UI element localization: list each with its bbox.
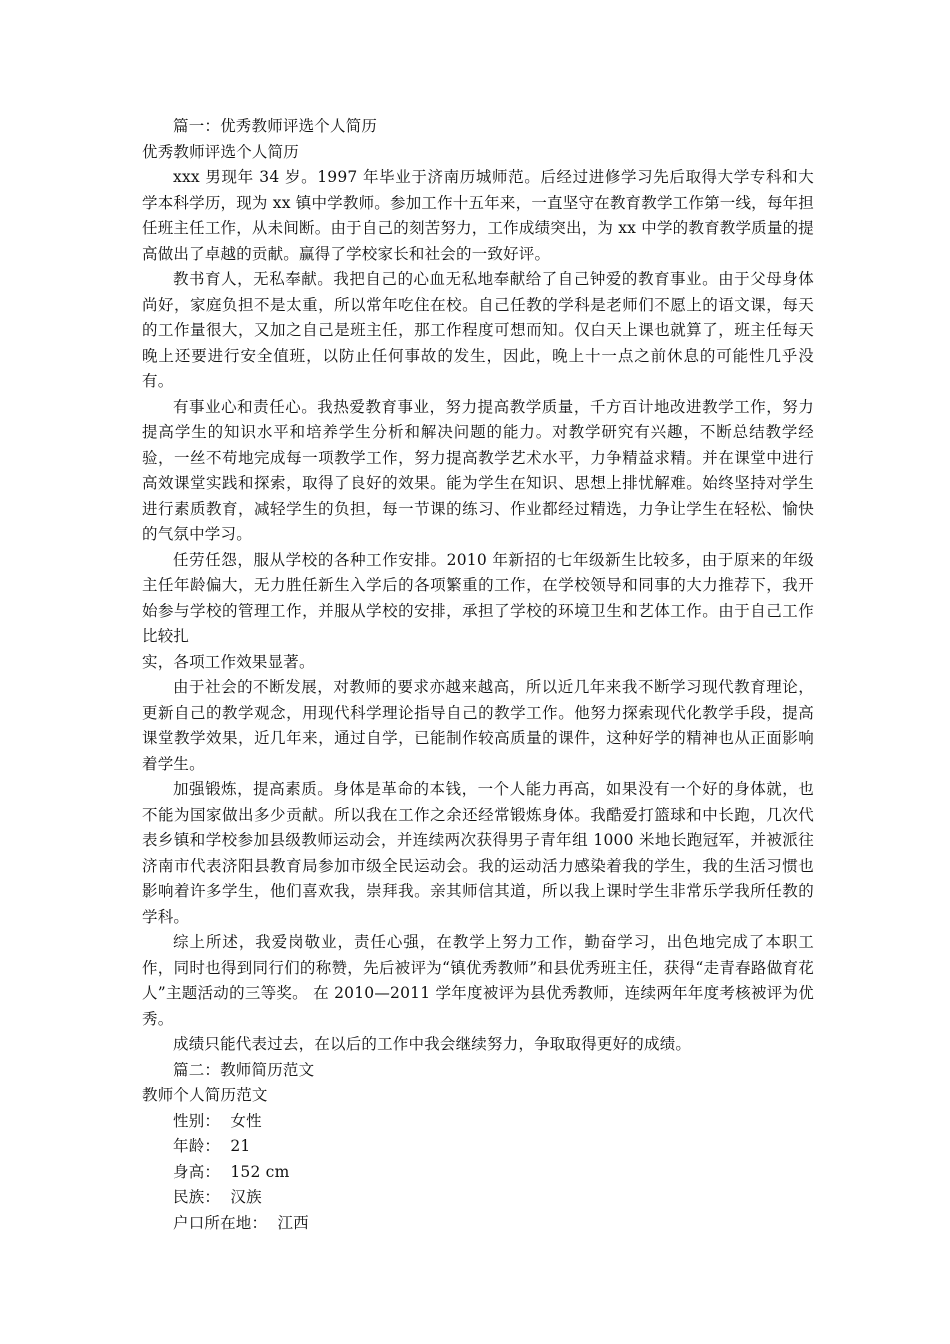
field-height-label: 身高： <box>173 1162 221 1181</box>
field-age-label: 年龄： <box>173 1137 221 1155</box>
paragraph-work-arrangement: 任劳任怨，服从学校的各种工作安排。2010 年新招的七年级新生比较多，由于原来的年级主任年龄偏大，无力胜任新生入学后的各项繁重的工作，在学校领导和同事的大力推荐下，我开始参与学校的管理工作，并服从学校的安排，承担了学校的环境卫生和艺体工作。由于自己工作比较扎 <box>142 550 814 645</box>
field-hukou <box>142 1211 814 1237</box>
field-ethnicity-value: 汉族 <box>230 1188 262 1206</box>
section2-subtitle: 教师个人简历范文 <box>142 1086 268 1104</box>
field-height <box>142 1160 814 1186</box>
field-gender <box>142 1109 814 1135</box>
section1-heading: 篇一：优秀教师评选个人简历 <box>173 117 378 135</box>
field-ethnicity-label: 民族： <box>173 1188 221 1206</box>
paragraph-intro: xxx 男现年 34 岁。1997 年毕业于济南历城师范。后经过进修学习先后取得大学专科和大学本科学历，现为 xx 镇中学教师。参加工作十五年来，一直坚守在教育教学工作第一线，每年担任班主任工作，从未间断。由于自己的刻苦努力，工作成绩突出，为 xx 中学的教育教学质量的提高做出了卓越的贡献。赢得了学校家长和社会的一致好评。 <box>142 168 814 263</box>
paragraph-summary: 综上所述，我爱岗敬业，责任心强，在教学上努力工作，勤奋学习，出色地完成了本职工作，同时也得到同行们的称赞，先后被评为“镇优秀教师”和县优秀班主任，获得“走青春路做育花人”主题活动的三等奖。 在 2010—2011 学年度被评为县优秀教师，连续两年年度考核被评为优秀。 <box>142 933 814 1028</box>
paragraph-learning: 由于社会的不断发展，对教师的要求亦越来越高，所以近几年来我不断学习现代教育理论，更新自己的教学观念，用现代科学理论指导自己的教学工作。他努力探索现代化教学手段，提高课堂教学效果，近几年来，通过自学，已能制作较高质量的课件，这种好学的精神也从正面影响着学生。 <box>142 678 814 773</box>
field-gender-label: 性别： <box>173 1111 221 1130</box>
field-ethnicity <box>142 1185 814 1211</box>
field-gender-value: 女性 <box>230 1111 262 1130</box>
paragraph-work-arrangement-cont: 实，各项工作效果显著。 <box>142 652 315 671</box>
section2-heading: 篇二：教师简历范文 <box>173 1060 315 1079</box>
paragraph-exercise: 加强锻炼，提高素质。身体是革命的本钱，一个人能力再高，如果没有一个好的身体就，也不能为国家做出多少贡献。所以我在工作之余还经常锻炼身体。我酷爱打篮球和中长跑，几次代表乡镇和学校参加县级教师运动会，并连续两次获得男子青年组 1000 米地长跑冠军，并被派往济南市代表济阳县教育局参加市级全民运动会。我的运动活力感染着我的学生，我的生活习惯也影响着许多学生，他们喜欢我，崇拜我。亲其师信其道，所以我上课时学生非常乐学我所任教的学科。 <box>142 780 814 926</box>
field-age-value: 21 <box>230 1137 251 1155</box>
section1-subtitle: 优秀教师评选个人简历 <box>142 142 300 161</box>
paragraph-closing: 成绩只能代表过去，在以后的工作中我会继续努力，争取取得更好的成绩。 <box>173 1035 692 1053</box>
field-height-value: 152 cm <box>230 1162 290 1181</box>
field-hukou-label: 户口所在地： <box>173 1213 268 1232</box>
field-age <box>142 1134 814 1160</box>
paragraph-responsibility: 有事业心和责任心。我热爱教育事业，努力提高教学质量，千方百计地改进教学工作，努力提高学生的知识水平和培养学生分析和解决问题的能力。对教学研究有兴趣，不断总结教学经验，一丝不苟地完成每一项教学工作，努力提高教学艺术水平，力争精益求精。并在课堂中进行高效课堂实践和探索，取得了良好的效果。能为学生在知识、思想上排忧解难。始终坚持对学生进行素质教育，减轻学生的负担，每一节课的练习、作业都经过精选，力争让学生在轻松、愉快的气氛中学习。 <box>142 397 814 543</box>
paragraph-dedication: 教书育人，无私奉献。我把自己的心血无私地奉献给了自己钟爱的教育事业。由于父母身体尚好，家庭负担不是太重，所以常年吃住在校。自己任教的学科是老师们不愿上的语文课，每天的工作量很大，又加之自己是班主任，那工作程度可想而知。仅白天上课也就算了，班主任每天晚上还要进行安全值班，以防止任何事故的发生，因此，晚上十一点之前休息的可能性几乎没有。 <box>142 270 814 390</box>
document-body <box>142 114 814 1236</box>
field-hukou-value: 江西 <box>277 1213 309 1232</box>
